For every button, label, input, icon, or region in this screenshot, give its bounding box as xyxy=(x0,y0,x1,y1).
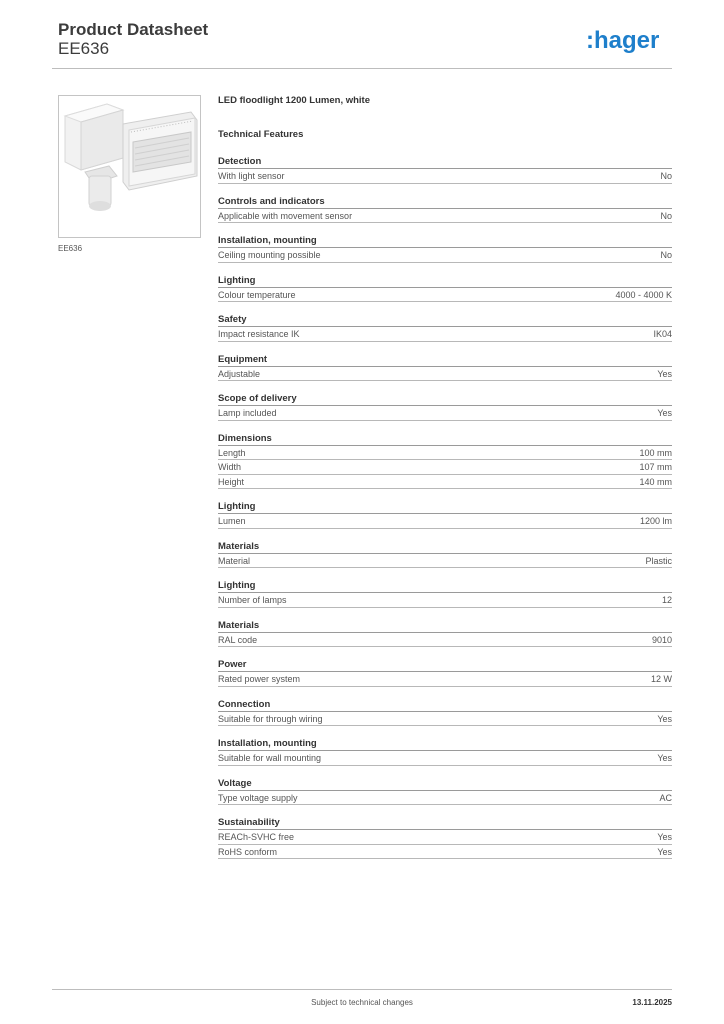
spec-group xyxy=(218,658,672,687)
spec-group xyxy=(218,274,672,303)
spec-group xyxy=(218,432,672,490)
spec-row xyxy=(218,406,672,421)
spec-label: Rated power system xyxy=(218,674,301,684)
product-code: EE636 xyxy=(58,39,110,58)
spec-row xyxy=(218,514,672,529)
spec-label: Adjustable xyxy=(218,368,261,379)
spec-value: 12 W xyxy=(650,674,672,684)
spec-group xyxy=(218,195,672,224)
spec-value: 1200 lm xyxy=(639,516,672,526)
spec-value: IK04 xyxy=(653,329,672,339)
spec-group xyxy=(218,619,672,648)
spec-group-title: Equipment xyxy=(218,353,672,367)
spec-group-title: Installation, mounting xyxy=(218,737,672,751)
spec-group-title: Sustainability xyxy=(218,816,672,830)
spec-group-title: Dimensions xyxy=(218,432,672,446)
spec-row xyxy=(218,791,672,806)
spec-value: No xyxy=(660,250,672,260)
spec-row xyxy=(218,672,672,687)
spec-group xyxy=(218,392,672,421)
spec-row xyxy=(218,633,672,648)
spec-group xyxy=(218,698,672,727)
spec-group xyxy=(218,313,672,342)
spec-row xyxy=(218,446,672,461)
spec-label: Height xyxy=(218,476,245,487)
spec-value: 9010 xyxy=(651,634,672,645)
footer-date: 13.11.2025 xyxy=(632,998,672,1007)
spec-group-title: Connection xyxy=(218,698,672,712)
spec-group xyxy=(218,816,672,859)
spec-row xyxy=(218,712,672,727)
page-header xyxy=(58,20,672,70)
led-floodlight-icon xyxy=(59,96,200,237)
spec-value: 100 mm xyxy=(639,447,672,458)
spec-group xyxy=(218,353,672,382)
spec-row xyxy=(218,845,672,860)
spec-value: Yes xyxy=(657,368,672,379)
spec-row xyxy=(218,751,672,766)
spec-value: 12 xyxy=(661,595,672,605)
spec-value: 140 mm xyxy=(639,476,672,487)
spec-group-title: Power xyxy=(218,658,672,672)
spec-group-title: Controls and indicators xyxy=(218,195,672,209)
spec-label: Type voltage supply xyxy=(218,792,298,803)
spec-group xyxy=(218,234,672,263)
spec-row xyxy=(218,554,672,569)
spec-content xyxy=(218,95,672,870)
spec-group xyxy=(218,777,672,806)
spec-label: Width xyxy=(218,462,242,472)
spec-value: Plastic xyxy=(645,555,672,566)
spec-groups xyxy=(218,155,672,859)
spec-label: Colour temperature xyxy=(218,289,296,300)
spec-value: No xyxy=(660,171,672,181)
spec-row xyxy=(218,248,672,263)
spec-group-title: Installation, mounting xyxy=(218,234,672,248)
spec-label: Applicable with movement sensor xyxy=(218,210,353,221)
spec-label: Length xyxy=(218,447,246,458)
spec-label: REACh-SVHC free xyxy=(218,832,295,842)
spec-group-title: Voltage xyxy=(218,777,672,791)
spec-value: 4000 - 4000 K xyxy=(615,289,672,300)
spec-group xyxy=(218,500,672,529)
brand-text: :hager xyxy=(586,27,660,54)
product-title: LED floodlight 1200 Lumen, white xyxy=(218,95,371,106)
spec-group xyxy=(218,737,672,766)
spec-label: Impact resistance IK xyxy=(218,329,300,339)
spec-label: RoHS conform xyxy=(218,846,278,857)
hager-logo xyxy=(586,26,672,56)
spec-value: AC xyxy=(659,792,672,803)
spec-row xyxy=(218,475,672,490)
spec-group xyxy=(218,579,672,608)
spec-value: 107 mm xyxy=(639,462,672,472)
spec-label: Ceiling mounting possible xyxy=(218,250,321,260)
spec-group xyxy=(218,155,672,184)
spec-value: Yes xyxy=(657,753,672,763)
footer-divider xyxy=(52,989,672,990)
spec-group-title: Lighting xyxy=(218,579,672,593)
spec-row xyxy=(218,327,672,342)
spec-group-title: Detection xyxy=(218,155,672,169)
spec-value: Yes xyxy=(657,408,672,418)
spec-group-title: Scope of delivery xyxy=(218,392,672,406)
spec-label: Suitable for through wiring xyxy=(218,713,323,724)
document-type: Product Datasheet xyxy=(58,20,209,39)
spec-value: Yes xyxy=(657,713,672,724)
spec-row xyxy=(218,593,672,608)
product-image xyxy=(58,95,201,238)
spec-label: Lamp included xyxy=(218,408,277,418)
header-divider xyxy=(52,68,672,69)
spec-group-title: Lighting xyxy=(218,274,672,288)
footer-note: Subject to technical changes xyxy=(311,998,413,1007)
image-caption: EE636 xyxy=(58,244,83,253)
spec-row xyxy=(218,209,672,224)
spec-label: Material xyxy=(218,555,251,566)
spec-label: Number of lamps xyxy=(218,595,287,605)
spec-group-title: Lighting xyxy=(218,500,672,514)
spec-value: Yes xyxy=(657,832,672,842)
spec-value: Yes xyxy=(657,846,672,857)
spec-group xyxy=(218,540,672,569)
spec-row xyxy=(218,288,672,303)
spec-label: RAL code xyxy=(218,634,258,645)
spec-row xyxy=(218,169,672,184)
spec-label: With light sensor xyxy=(218,171,285,181)
spec-group-title: Materials xyxy=(218,619,672,633)
technical-features-heading: Technical Features xyxy=(218,129,304,140)
spec-row xyxy=(218,830,672,845)
spec-group-title: Safety xyxy=(218,313,672,327)
spec-row xyxy=(218,460,672,475)
spec-label: Lumen xyxy=(218,516,246,526)
spec-value: No xyxy=(660,210,672,221)
spec-row xyxy=(218,367,672,382)
spec-group-title: Materials xyxy=(218,540,672,554)
spec-label: Suitable for wall mounting xyxy=(218,753,322,763)
